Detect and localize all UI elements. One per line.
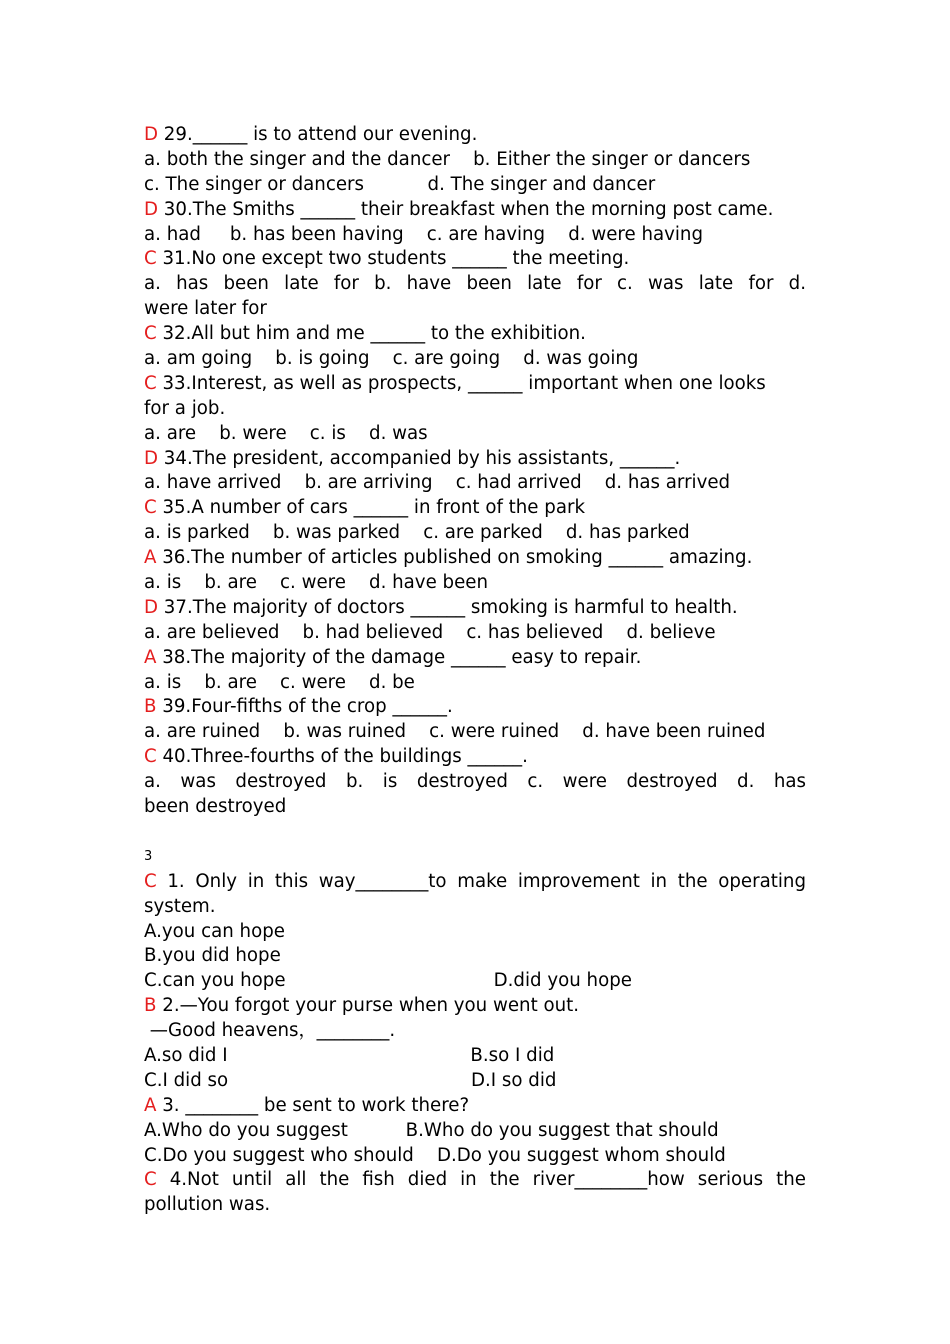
question-32 xyxy=(144,322,806,347)
question-text: 30.The Smiths ______ their breakfast when the morning post came. xyxy=(158,198,774,220)
spacer xyxy=(144,820,806,845)
question-37 xyxy=(144,596,806,621)
question-text: 29.______ is to attend our evening. xyxy=(158,124,478,145)
answer-key: A xyxy=(144,1094,157,1116)
options-line: a. is b. are c. were d. be xyxy=(144,671,415,693)
question-text: 1. Only in this way________to make improvement in the operating xyxy=(156,870,806,892)
answer-key: C xyxy=(144,372,157,394)
question-36 xyxy=(144,546,806,571)
options-line: C.can you hope D.did you hope xyxy=(144,970,632,992)
answer-key: D xyxy=(144,447,159,469)
options-line: a. are ruined b. was ruined c. were ruined d. have been ruined xyxy=(144,721,766,743)
options-line: pollution was. xyxy=(144,1194,271,1216)
question-text: 35.A number of cars ______ in front of the park xyxy=(156,497,585,519)
section-number: 3 xyxy=(144,848,153,864)
question-3-3 xyxy=(144,1094,806,1119)
options-line: A.so did I B.so I did xyxy=(144,1044,555,1066)
question-3-4 xyxy=(144,1168,806,1193)
answer-key: A xyxy=(144,547,157,569)
options-line: B.you did hope xyxy=(144,945,281,967)
options-line: a. was destroyed b. is destroyed c. were destroyed d. has xyxy=(144,771,806,793)
question-text: 2.—You forgot your purse when you went out. xyxy=(156,995,580,1017)
question-40 xyxy=(144,745,806,770)
answer-key: C xyxy=(144,870,157,892)
options-line: a. are b. were c. is d. was xyxy=(144,422,428,444)
question-33 xyxy=(144,372,806,397)
options-line: —Good heavens，________. xyxy=(144,1020,396,1042)
question-3-1 xyxy=(144,870,806,895)
options-line: system. xyxy=(144,895,216,917)
question-text: 34.The president, accompanied by his assistants, ______. xyxy=(158,447,681,469)
question-35 xyxy=(144,496,806,521)
question-38 xyxy=(144,646,806,671)
question-31 xyxy=(144,247,806,272)
answer-key: A xyxy=(144,646,157,668)
options-line: A.Who do you suggest B.Who do you suggest that should xyxy=(144,1119,719,1141)
question-text: 33.Interest, as well as prospects, ______ important when one looks xyxy=(156,372,766,394)
question-text: 39.Four-fifths of the crop ______. xyxy=(156,696,453,718)
options-line: for a job. xyxy=(144,397,226,419)
options-line: a. is b. are c. were d. have been xyxy=(144,572,488,594)
options-line: a. has been late for b. have been late for c. was late for d. xyxy=(144,273,806,295)
question-39 xyxy=(144,695,806,720)
question-text: 31.No one except two students ______ the meeting. xyxy=(156,248,630,270)
question-text: 40.Three-fourths of the buildings ______. xyxy=(156,746,528,768)
answer-key: D xyxy=(144,198,159,220)
options-line: a. both the singer and the dancer b. Either the singer or dancers xyxy=(144,148,751,170)
options-line: C.I did so D.I so did xyxy=(144,1069,557,1091)
options-line: a. is parked b. was parked c. are parked d. has parked xyxy=(144,522,690,544)
answer-key: C xyxy=(144,323,157,345)
question-text: 32.All but him and me ______ to the exhibition. xyxy=(156,323,586,345)
question-text: 37.The majority of doctors ______ smoking is harmful to health. xyxy=(158,596,738,618)
options-line: A.you can hope xyxy=(144,920,285,942)
question-29 xyxy=(144,123,806,148)
document-page xyxy=(144,123,806,1218)
answer-key: B xyxy=(144,995,157,1017)
options-line: a. am going b. is going c. are going d. was going xyxy=(144,348,639,370)
answer-key: C xyxy=(144,497,157,519)
options-line: were later for xyxy=(144,298,267,320)
answer-key: C xyxy=(144,746,157,768)
answer-key: B xyxy=(144,696,157,718)
answer-key: C xyxy=(144,1169,157,1191)
question-text: 36.The number of articles published on smoking ______ amazing. xyxy=(156,547,753,569)
options-line: a. are believed b. had believed c. has believed d. believe xyxy=(144,621,716,643)
question-30 xyxy=(144,198,806,223)
question-34 xyxy=(144,447,806,472)
answer-key: C xyxy=(144,248,157,270)
options-line: C.Do you suggest who should D.Do you suggest whom should xyxy=(144,1144,726,1166)
options-line: a. have arrived b. are arriving c. had arrived d. has arrived xyxy=(144,472,731,494)
question-text: 38.The majority of the damage ______ easy to repair. xyxy=(156,646,642,668)
options-line: c. The singer or dancers d. The singer and dancer xyxy=(144,173,656,195)
question-text: 3. ________ be sent to work there? xyxy=(156,1094,470,1116)
options-line: been destroyed xyxy=(144,796,287,818)
question-text: 4.Not until all the fish died in the river________how serious the xyxy=(156,1169,806,1191)
options-line: a. had b. has been having c. are having d. were having xyxy=(144,223,704,245)
question-3-2 xyxy=(144,994,806,1019)
answer-key: D xyxy=(144,596,159,618)
answer-key: D xyxy=(144,124,159,145)
